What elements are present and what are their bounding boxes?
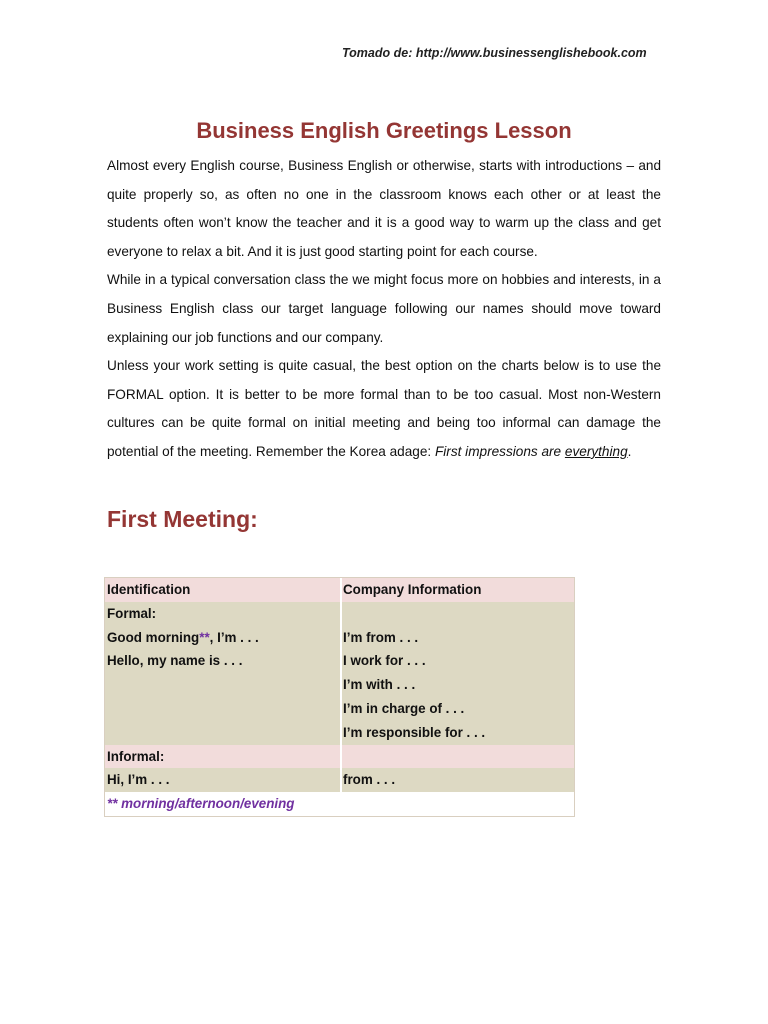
adage-period: . [627, 443, 632, 459]
table-cell-identification: Hello, my name is . . . [107, 653, 243, 669]
footnote-text: ** morning/afternoon/evening [107, 796, 295, 812]
table-row [105, 649, 574, 673]
header-identification: Identification [107, 582, 191, 597]
table-cell-identification [105, 673, 340, 697]
table-cell-company: I’m with . . . [340, 673, 574, 697]
footnote-marker: ** [199, 629, 210, 645]
page-title: Business English Greetings Lesson [196, 118, 572, 143]
table-cell-company: I’m in charge of . . . [340, 697, 574, 721]
table-cell-company: I work for . . . [340, 649, 574, 673]
table-row [105, 626, 574, 650]
lesson-body [107, 152, 661, 467]
header-company-information: Company Information [340, 578, 574, 602]
table-cell-company: from . . . [340, 768, 574, 792]
table-cell-identification [105, 626, 340, 650]
table-header-row [105, 578, 574, 602]
table-cell-company: I’m from . . . [340, 626, 574, 650]
paragraph-intro: Almost every English course, Business English or otherwise, starts with introductions – and quite properly so, as often no one in the classroom knows each other or at least the students often won’t know the teacher and it is a good way to warm up the class and get everyone to relax a bit. And it is just good starting point for each course. [107, 158, 661, 259]
table-row-formal-label [105, 602, 574, 626]
formal-label: Formal: [107, 605, 157, 621]
table-cell-identification: Hi, I’m . . . [107, 772, 170, 788]
paragraph-formal-advice [107, 352, 661, 466]
table-row [105, 673, 574, 697]
table-row-informal-label [105, 745, 574, 769]
adage-italic: First impressions are [434, 443, 565, 459]
greetings-table [104, 577, 575, 817]
table-row [105, 768, 574, 792]
greeting-text-rest: , I’m . . . [209, 629, 259, 645]
formal-advice-text: Unless your work setting is quite casual, the best option on the charts below is to use the FORMAL option. It is better to be more formal than to be too casual. Most non-Western cultures can be quite formal on initial meeting and being too informal can damage the potential of the meeting. Remember the Korea adage: [107, 358, 661, 459]
table-cell-empty [340, 602, 574, 626]
section-heading-first-meeting: First Meeting: [107, 506, 258, 532]
paragraph-business-class: While in a typical conversation class the we might focus more on hobbies and interests, in a Business English class our target language following our names should move toward explaining our job functions and our company. [107, 272, 661, 345]
table-row [105, 721, 574, 745]
greeting-text: Good morning [107, 629, 200, 645]
source-line: Tomado de: http://www.businessenglishebook.com [342, 46, 647, 60]
table-row [105, 697, 574, 721]
table-cell-identification [105, 697, 340, 721]
adage-emphasis: everything [564, 443, 628, 459]
table-cell-company: I’m responsible for . . . [340, 721, 574, 745]
table-cell-empty [340, 745, 574, 769]
informal-label: Informal: [107, 748, 165, 764]
table-footnote-row [105, 792, 574, 816]
table-cell-identification [105, 721, 340, 745]
